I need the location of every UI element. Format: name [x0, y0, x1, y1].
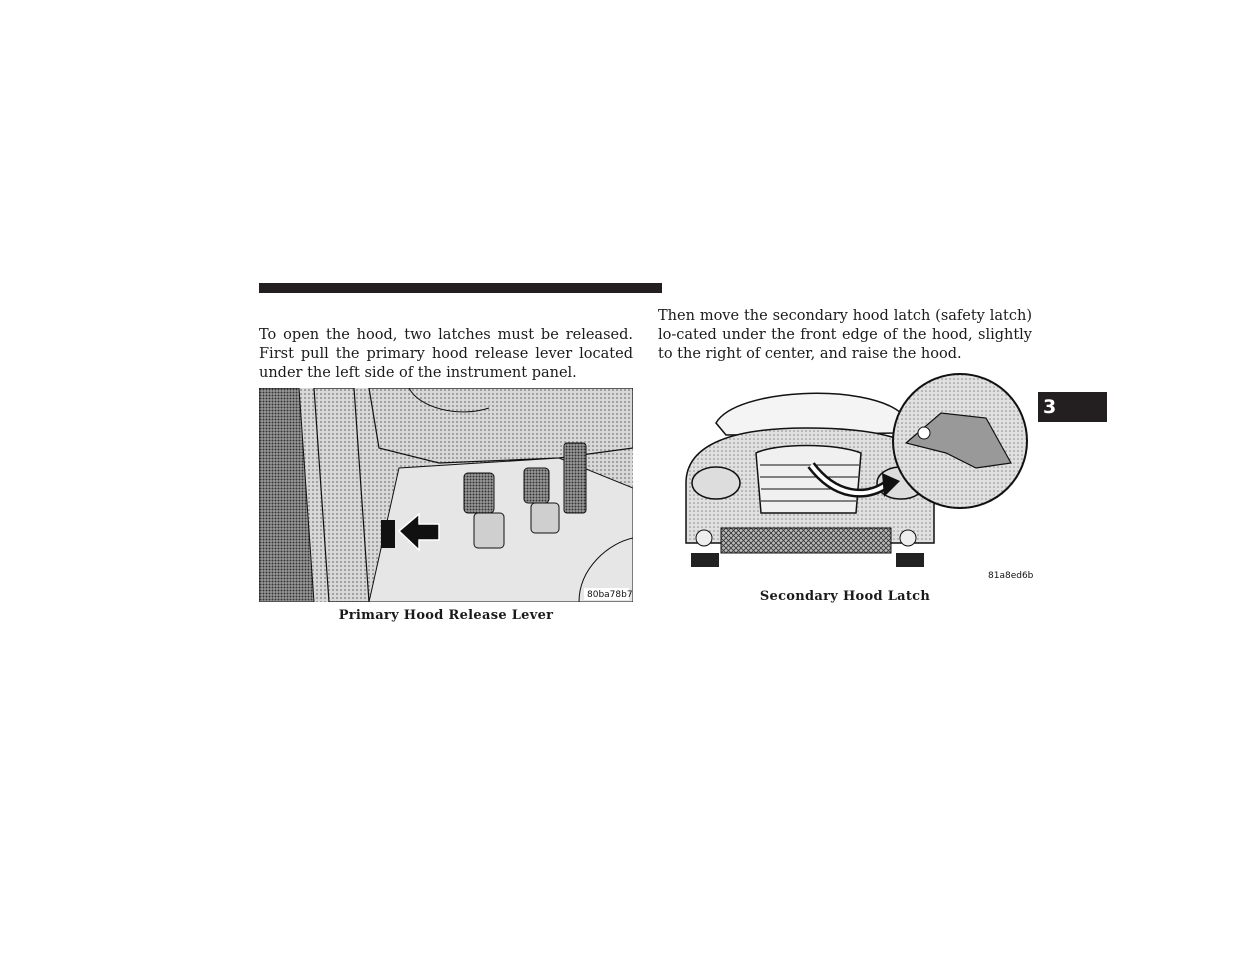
- figure-caption-left: Primary Hood Release Lever: [338, 608, 554, 623]
- figure-code-right: 81a8ed6b: [988, 571, 1034, 581]
- secondary-hood-latch-illustration: [676, 373, 1032, 585]
- primary-hood-release-lever-illustration: [259, 388, 633, 602]
- intro-paragraph: To open the hood, two latches must be released. First pull the primary hood release lever located under the left side of the instrument panel.: [259, 327, 633, 381]
- figure-caption-right: Secondary Hood Latch: [759, 589, 931, 604]
- chapter-number: 3: [1043, 396, 1057, 418]
- figure-code-left: 80ba78b7: [587, 590, 633, 600]
- section-rule: [259, 283, 662, 293]
- chapter-tab: [1038, 392, 1107, 422]
- secondary-latch-paragraph: Then move the secondary hood latch (safety latch) lo-cated under the front edge of the hood, slightly to the right of center, and raise the hood.: [658, 308, 1032, 362]
